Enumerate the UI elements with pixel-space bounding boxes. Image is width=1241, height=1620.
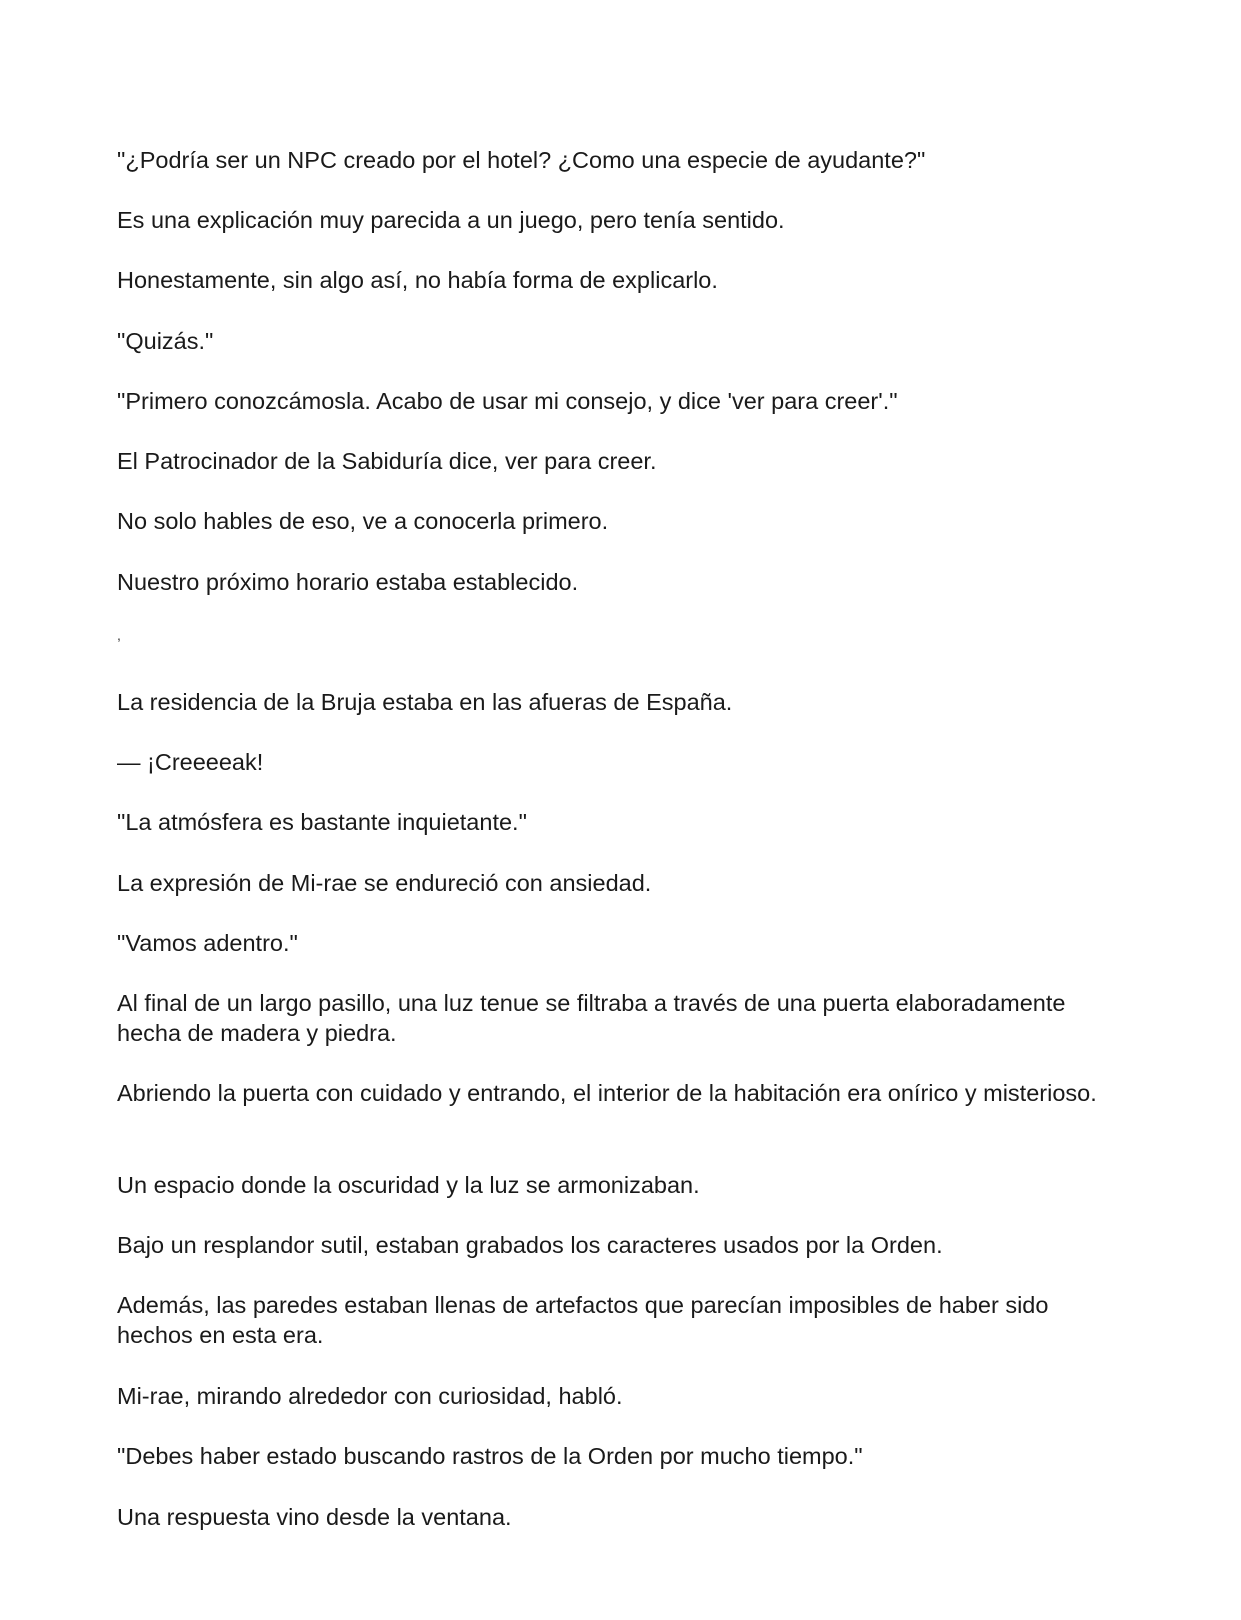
- paragraph: Es una explicación muy parecida a un juego, pero tenía sentido.: [117, 207, 785, 233]
- paragraph: Además, las paredes estaban llenas de artefactos que parecían imposibles de haber sido hechos en esta era.: [117, 1292, 1049, 1348]
- paragraph: Un espacio donde la oscuridad y la luz se armonizaban.: [117, 1172, 700, 1198]
- paragraph: Al final de un largo pasillo, una luz tenue se filtraba a través de una puerta elaboradamente hecha de madera y piedra.: [117, 990, 1066, 1046]
- paragraph: Nuestro próximo horario estaba establecido.: [117, 569, 579, 595]
- paragraph: La residencia de la Bruja estaba en las afueras de España.: [117, 689, 733, 715]
- paragraph: La expresión de Mi-rae se endureció con ansiedad.: [117, 870, 652, 896]
- paragraph: "Debes haber estado buscando rastros de la Orden por mucho tiempo.": [117, 1443, 863, 1469]
- paragraph: No solo hables de eso, ve a conocerla primero.: [117, 508, 609, 534]
- section-separator: ,: [117, 627, 121, 643]
- paragraph: Una respuesta vino desde la ventana.: [117, 1504, 512, 1530]
- paragraph: "La atmósfera es bastante inquietante.": [117, 809, 527, 835]
- paragraph: Bajo un resplandor sutil, estaban grabados los caracteres usados por la Orden.: [117, 1232, 943, 1258]
- paragraph: "Quizás.": [117, 328, 214, 354]
- paragraph: Honestamente, sin algo así, no había forma de explicarlo.: [117, 267, 718, 293]
- paragraph: "Vamos adentro.": [117, 930, 298, 956]
- paragraph: El Patrocinador de la Sabiduría dice, ver para creer.: [117, 448, 657, 474]
- paragraph: "¿Podría ser un NPC creado por el hotel? ¿Como una especie de ayudante?": [117, 147, 926, 173]
- paragraph: Abriendo la puerta con cuidado y entrando, el interior de la habitación era onírico y misterioso.: [117, 1080, 1097, 1106]
- paragraph: "Primero conozcámosla. Acabo de usar mi consejo, y dice 'ver para creer'.": [117, 388, 898, 414]
- paragraph: Mi-rae, mirando alrededor con curiosidad, habló.: [117, 1383, 623, 1409]
- paragraph: — ¡Creeeeak!: [117, 749, 264, 775]
